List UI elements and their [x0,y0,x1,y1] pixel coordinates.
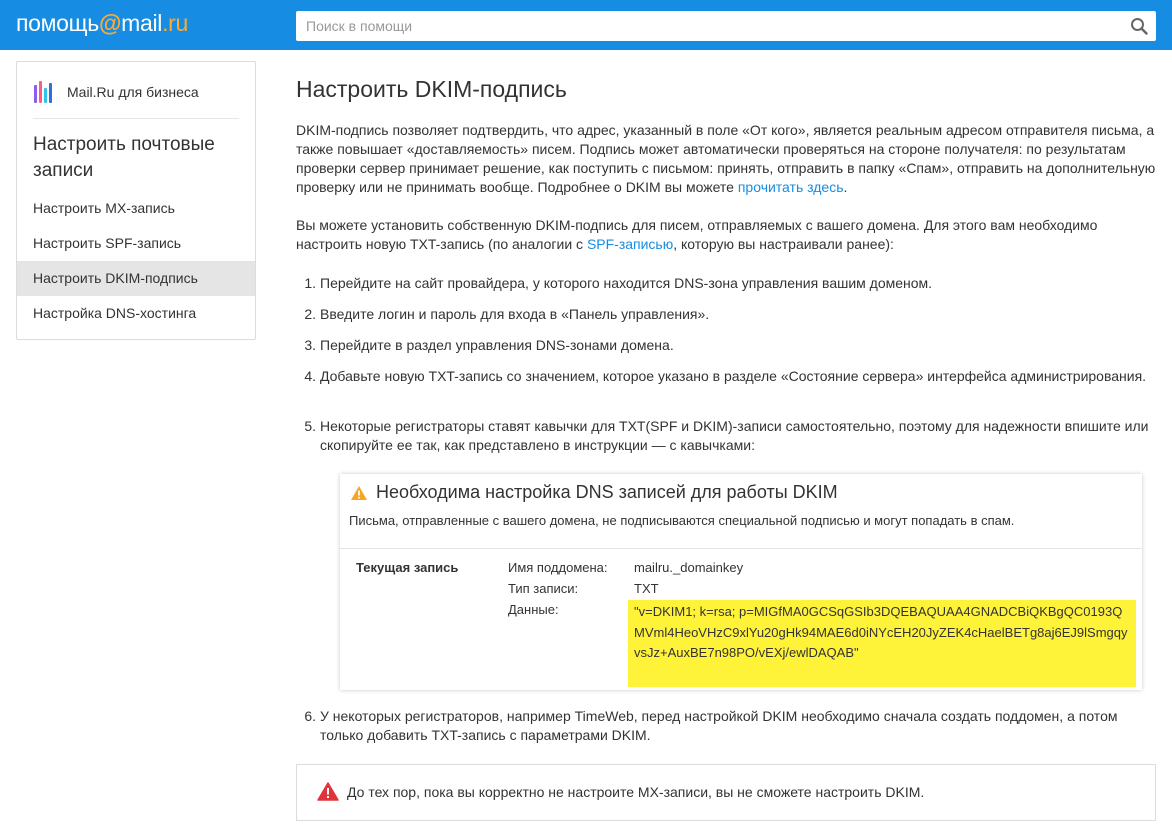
step-text: Перейдите на сайт провайдера, у которого находится DNS-зона управления вашим доменом. [320,275,933,291]
step-item [304,336,1150,355]
dns-settings-card [340,474,1142,690]
brand-label: Mail.Ru для бизнеса [67,84,199,100]
sidebar-brand[interactable] [33,78,199,106]
step-text: Добавьте новую TXT-запись со значением, которое указано в разделе «Состояние сервера» интерфейса администрирования. [320,368,1147,384]
search-input[interactable] [296,11,1096,41]
top-header [0,0,1172,50]
subdomain-value: mailru._domainkey [634,560,744,575]
current-record-label: Текущая запись [356,560,459,575]
mail-business-logo-icon [33,79,57,105]
step-number: 3. [304,337,316,353]
sidebar-divider [33,118,239,119]
step-number: 6. [304,708,316,724]
sidebar-item-dkim[interactable]: Настроить DKIM-подпись [17,261,255,296]
help-mail-logo[interactable] [16,10,188,37]
step-item [304,417,1150,455]
setup-text-1: Вы можете установить собственную DKIM-подпись для писем, отправляемых с вашего домена. Для этого вам необходимо настроить новую TXT-запись (по аналогии с [296,217,1098,252]
sidebar-title: Настроить почтовые записи [33,134,215,181]
mx-warning-alert [296,764,1156,821]
read-here-link[interactable]: прочитать здесь [737,179,844,195]
intro-paragraph [296,121,1158,197]
alert-icon [317,782,339,801]
intro-end: . [843,179,848,195]
dns-card-header [350,482,838,503]
step-text: У некоторых регистраторов, например TimeWeb, перед настройкой DKIM необходимо сначала создать поддомен, а потом только добавить TXT-запись с параметрами DKIM. [320,708,1118,743]
dns-card-divider [340,548,1142,549]
logo-prefix: помощь [16,10,99,36]
warning-icon [350,485,368,501]
sidebar-item-mx[interactable]: Настроить MX-запись [33,200,175,216]
step-number: 5. [304,418,316,434]
dns-card-subtitle: Письма, отправленные с вашего домена, не подписываются специальной подписью и могут попадать в спам. [349,513,1015,528]
step-item [304,707,1150,745]
subdomain-label: Имя поддомена: [508,560,608,575]
logo-mail: mail [121,10,163,36]
step-number: 1. [304,275,316,291]
step-number: 2. [304,306,316,322]
step-item [304,305,1150,324]
step-text: Некоторые регистраторы ставят кавычки для TXT(SPF и DKIM)-записи самостоятельно, поэтому для надежности впишите или скопируйте ее так, как представлено в инструкции — с кавычками: [320,418,1149,453]
data-label: Данные: [508,602,559,617]
sidebar [16,61,256,340]
setup-text-2: , которую вы настраивали ранее): [673,236,894,252]
step-text: Введите логин и пароль для входа в «Панель управления». [320,306,710,322]
search-icon[interactable] [1130,17,1148,35]
alert-text: До тех пор, пока вы корректно не настроите MX-записи, вы не сможете настроить DKIM. [347,784,925,800]
step-text: Перейдите в раздел управления DNS-зонами домена. [320,337,674,353]
logo-ru: .ru [162,10,189,36]
dns-card-title: Необходима настройка DNS записей для работы DKIM [376,482,838,502]
sidebar-item-dns-hosting[interactable]: Настройка DNS-хостинга [33,305,197,321]
dkim-data-value[interactable]: "v=DKIM1; k=rsa; p=MIGfMA0GCSqGSIb3DQEBAQUAA4GNADCBiQKBgQC0193QMVml4HeoVHzC9xlYu20gHk94MAE6d0iNYcEH20JyZEK4cHaelBETg8aj6EJ9lSmgqyvsJz+AuxBE7n98PO/vEXj/ewlDAQAB" [628,600,1136,687]
sidebar-item-spf[interactable]: Настроить SPF-запись [33,235,182,251]
step-number: 4. [304,368,316,384]
step-item [304,367,1150,386]
intro-text: DKIM-подпись позволяет подтвердить, что адрес, указанный в поле «От кого», является реальным адресом отправителя письма, а также повышает «доставляемость» писем. Подпись может автоматически проверяться на стороне получателя: по результатам проверки сервер принимает решение, как поступить с письмом: принять, отправить в папку «Спам», отправить на дополнительную проверку или не принимать вообще. Подробнее о DKIM вы можете [296,122,1156,195]
record-type-value: TXT [634,581,659,596]
setup-paragraph [296,216,1158,254]
logo-at: @ [98,10,122,36]
step-item [304,274,1150,293]
page-title: Настроить DKIM-подпись [296,76,567,102]
spf-record-link[interactable]: SPF-записью [586,236,674,252]
main-content [296,72,1158,800]
search-box [296,11,1156,41]
record-type-label: Тип записи: [508,581,579,596]
